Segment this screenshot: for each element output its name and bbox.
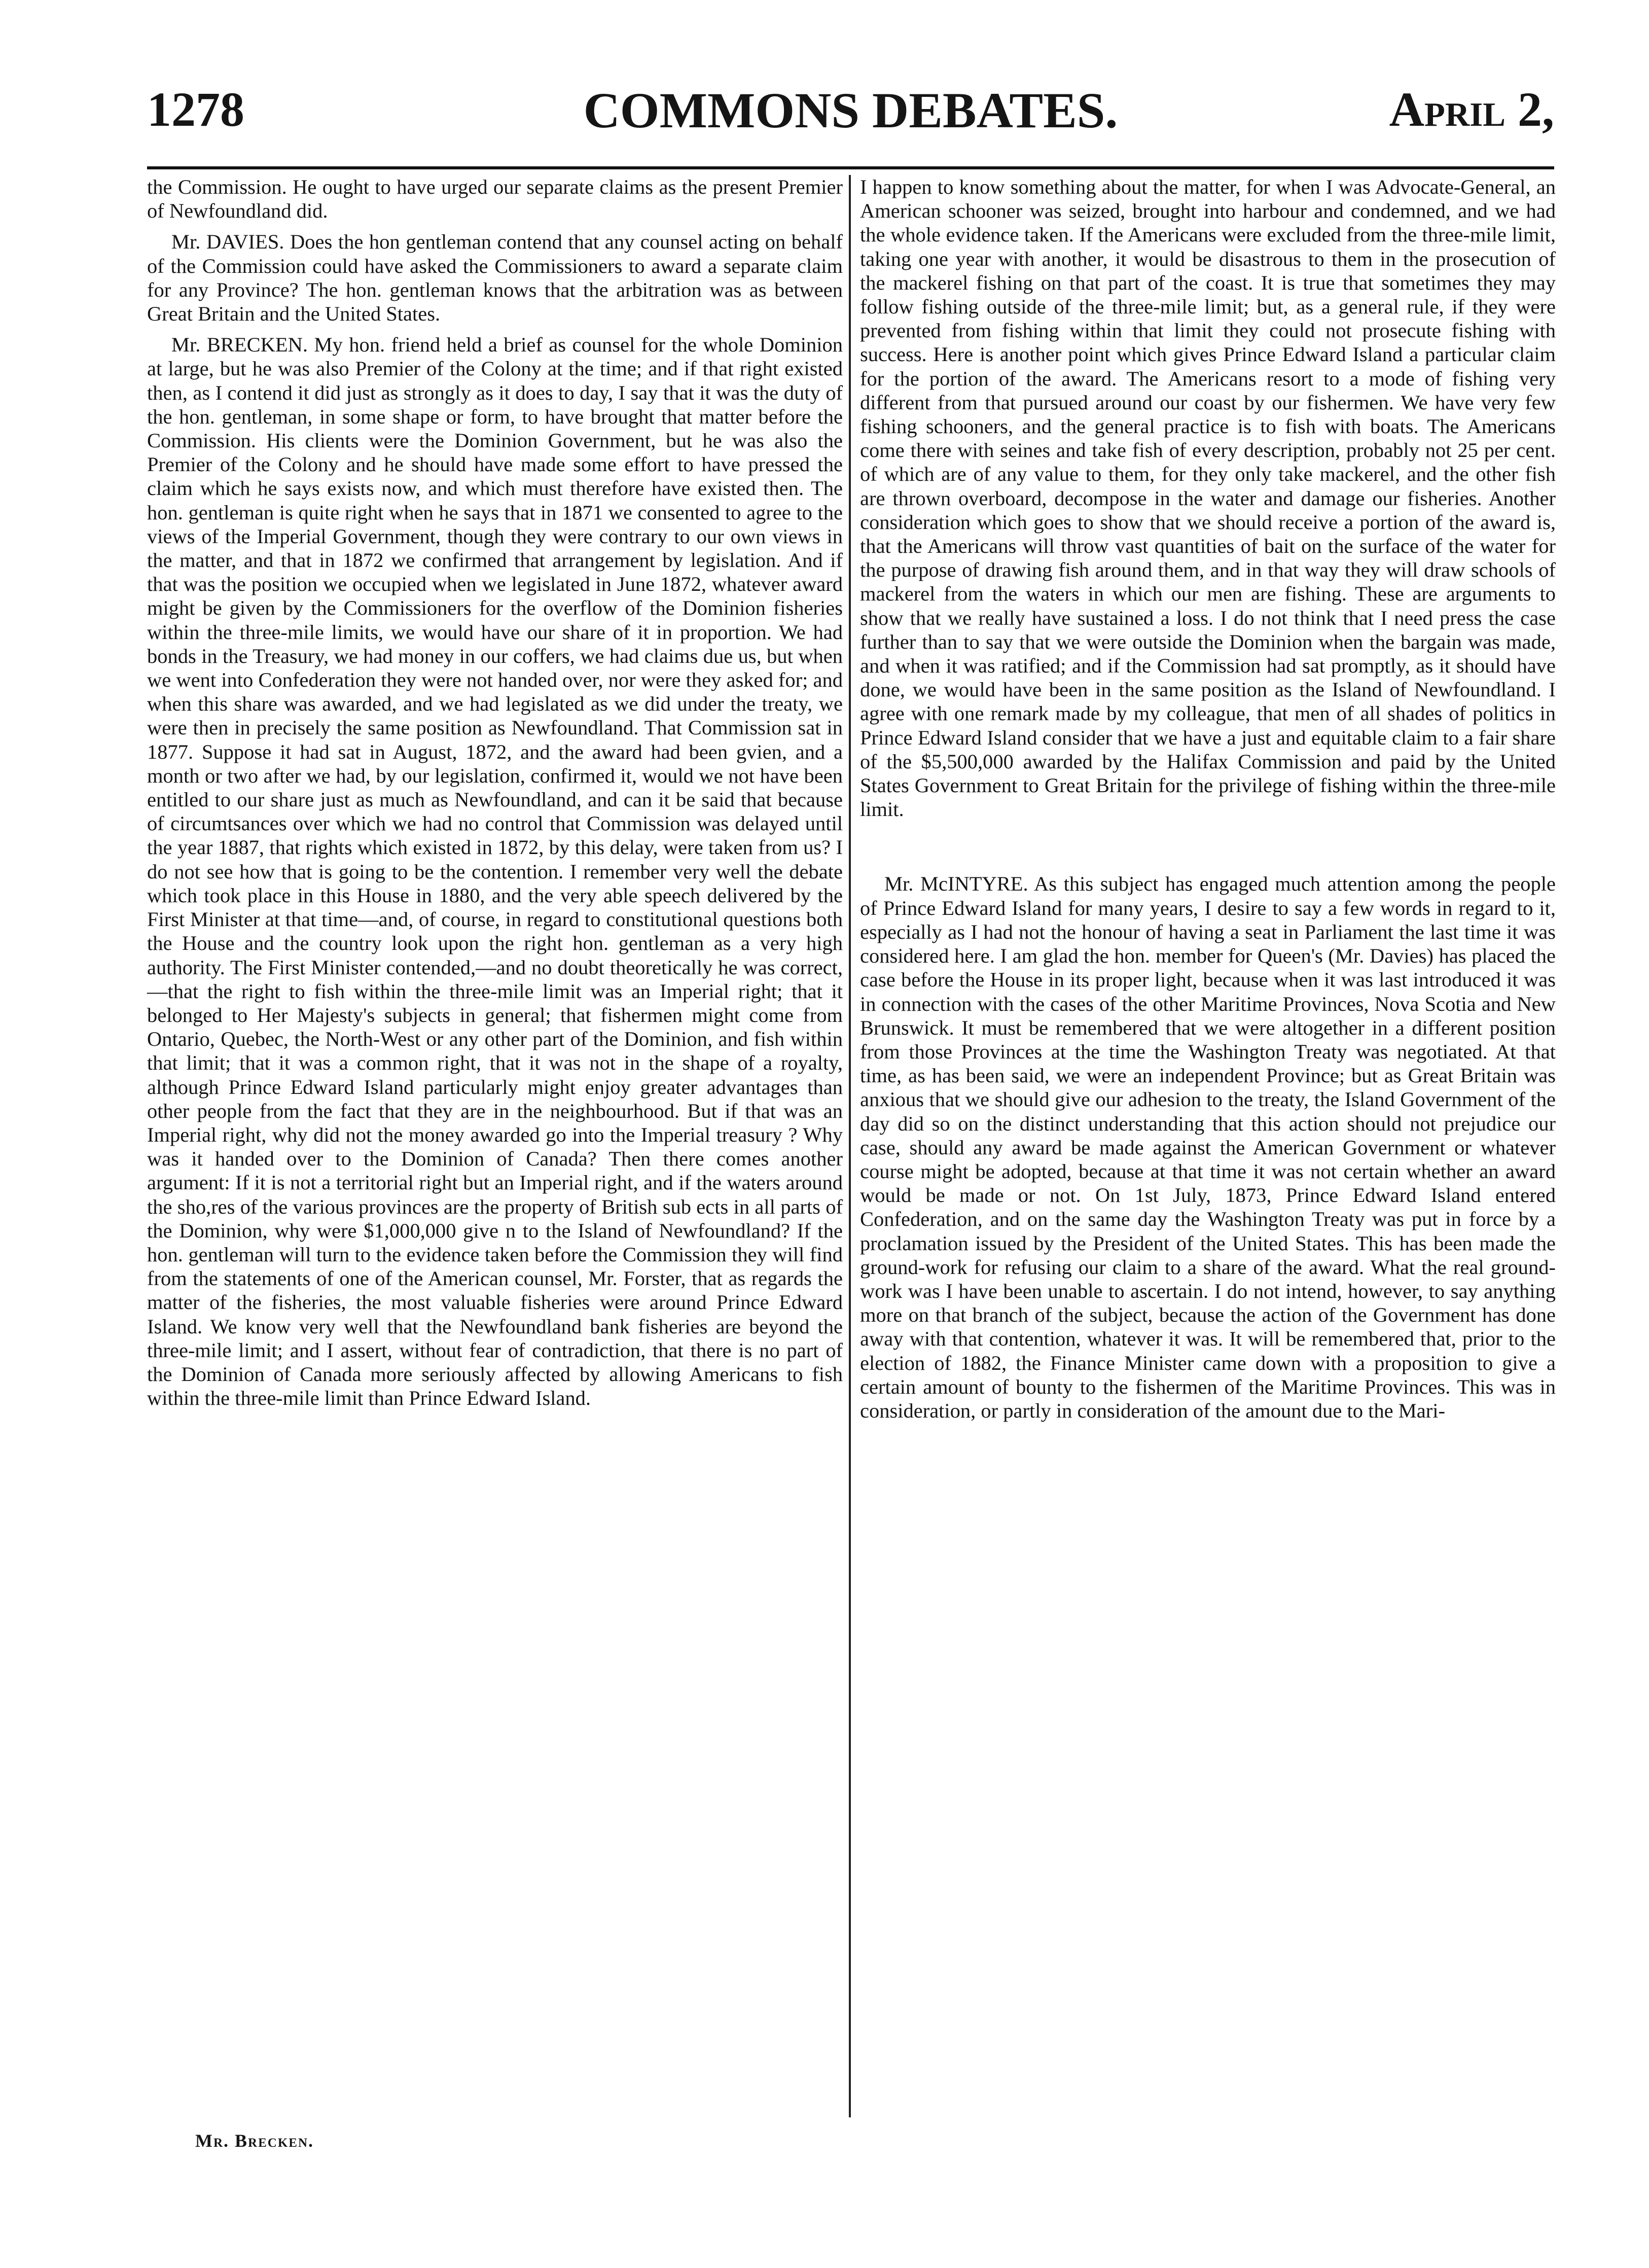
paragraph: I happen to know something about the matter, for when I was Advocate-General, an American schooner was seized, brought into harbour and condemned, and we had the whole evidence taken. If the Americans were excluded from the three-mile limit, taking one year with another, it would be disastrous to them in the prosecution of the mackerel fishing on that part of the coast. It is true that sometimes they may follow fishing outside of the three-mile limit; but, as a general rule, if they were prevented from fishing within that limit they could not prosecute fishing with success. Here is another point which gives Prince Edward Island a particular claim for the portion of the award. The Americans resort to a mode of fishing very different from that pursued around our coast by our fishermen. We have very few fishing schooners, and the general practice is to fish with boats. The Americans come there with seines and take fish of every description, probably not 25 per cent. of which are of any value to them, for they only take mackerel, and the other fish are thrown overboard, decompose in the water and damage our fisheries. Another consideration which goes to show that we should receive a portion of the award is, that the Americans will throw vast quantities of bait on the surface of the water for the purpose of drawing fish around them, and in that way they will draw schools of mackerel from the waters in which our men are fishing. These are arguments to show that we really have sustained a loss. I do not think that I need press the case further than to say that we were outside the Dominion when the bargain was made, and when it was ratified; and if the Commission had sat promptly, as it should have done, we would have been in the same position as the Island of Newfoundland. I agree with one remark made by my colleague, that men of all shades of politics in Prince Edward Island consider that we have a just and equitable claim to a fair share of the $5,500,000 awarded by the Halifax Commission and paid by the United States Government to Great Britain for the privilege of fishing within the three-mile limit. [860,175,1556,821]
paragraph: Mr. DAVIES. Does the hon gentleman contend that any counsel acting on behalf of the Commission could have asked the Commissioners to award a separate claim for any Province? The hon. gentleman knows that the arbitration was as between Great Britain and the United States. [147,230,843,326]
footer-speaker-name: Mr. Brecken. [195,2131,314,2151]
right-column [860,175,1556,2143]
journal-title: COMMONS DEBATES. [583,82,1118,138]
left-column [147,175,843,2143]
column-divider [849,175,851,2117]
paragraph: the Commission. He ought to have urged our separate claims as the present Premier of Newfoundland did. [147,175,843,223]
page-number: 1278 [147,82,244,136]
page-header [147,81,1554,157]
header-rule [147,166,1554,169]
header-date: April 2, [1389,82,1554,136]
paragraph: Mr. McINTYRE. As this subject has engaged much attention among the people of Prince Edward Island for many years, I desire to say a few words in regard to it, especially as I had not the honour of having a seat in Parliament the last time it was considered here. I am glad the hon. member for Queen's (Mr. Davies) has placed the case before the House in its proper light, because when it was last introduced it was in connection with the cases of the other Maritime Provinces, Nova Scotia and New Brunswick. It must be remembered that we were altogether in a different position from those Provinces at the time the Washington Treaty was negotiated. At that time, as has been said, we were an independent Province; but as Great Britain was anxious that we should give our adhesion to the treaty, the Island Government of the day did so on the distinct understanding that this action should not prejudice our case, should any award be made against the American Government or whatever course might be adopted, because at that time it was not certain whether an award would be made or not. On 1st July, 1873, Prince Edward Island entered Confederation, and on the same day the Washington Treaty was put in force by a proclamation issued by the President of the United States. This has been made the ground-work for refusing our claim to a share of the award. What the real ground-work was I have been unable to ascertain. I do not intend, however, to say anything more on that branch of the subject, because the action of the Government has done away with that contention, whatever it was. It will be remembered that, prior to the election of 1882, the Finance Minister came down with a proposition to give a certain amount of bounty to the fishermen of the Maritime Provinces. This was in consideration, or partly in consideration of the amount due to the Mari- [860,872,1556,1422]
paragraph: Mr. BRECKEN. My hon. friend held a brief as counsel for the whole Dominion at large, but he was also Premier of the Colony at the time; and if that right existed then, as I contend it did just as strongly as it does to day, I say that it was the duty of the hon. gentleman, in some shape or form, to have brought that matter before the Commission. His clients were the Dominion Government, but he was also the Premier of the Colony and he should have made some effort to have pressed the claim which he says exists now, and which must therefore have existed then. The hon. gentleman is quite right when he says that in 1871 we consented to agree to the views of the Imperial Government, though they were contrary to our own views in the matter, and that in 1872 we confirmed that arrangement by legislation. And if that was the position we occupied when we legislated in June 1872, whatever award might be given by the Commissioners for the overflow of the Dominion fisheries within the three-mile limits, we would have our share of it in proportion. We had bonds in the Treasury, we had money in our coffers, we had claims due us, but when we went into Confederation they were not handed over, nor were they asked for; and when this share was awarded, and we had legislated as we did under the treaty, we were then in precisely the same position as Newfoundland. That Commission sat in 1877. Suppose it had sat in August, 1872, and the award had been gvien, and a month or two after we had, by our legislation, confirmed it, would we not have been entitled to our share just as much as Newfoundland, and can it be said that because of circumtsances over which we had no control that Commission was delayed until the year 1887, that rights which existed in 1872, by this delay, were taken from us? I do not see how that is going to be the contention. I remember very well the debate which took place in this House in 1880, and the very able speech delivered by the First Minister at that time—and, of course, in regard to constitutional questions both the House and the country look upon the right hon. gentleman as a very high authority. The First Minister contended,—and no doubt theoretically he was correct,—that the right to fish within the three-mile limit was an Imperial right; that it belonged to Her Majesty's subjects in general; that fishermen might come from Ontario, Quebec, the North-West or any other part of the Dominion, and fish within that limit; that it was a common right, that it was not in the shape of a royalty, although Prince Edward Island particularly might enjoy greater advantages than other people from the fact that they are in the neighbourhood. But if that was an Imperial right, why did not the money awarded go into the Imperial treasury ? Why was it handed over to the Dominion of Canada? Then there comes another argument: If it is not a territorial right but an Imperial right, and if the waters around the sho,res of the various provinces are the property of British sub ects in all parts of the Dominion, why were $1,000,000 give n to the Island of Newfoundland? If the hon. gentleman will turn to the evidence taken before the Commission they will find from the statements of one of the American counsel, Mr. Forster, that as regards the matter of the fisheries, the most valuable fisheries were around Prince Edward Island. We know very well that the Newfoundland bank fisheries are beyond the three-mile limit; and I assert, without fear of contradiction, that there is no part of the Dominion of Canada more seriously affected by allowing Americans to fish within the three-mile limit than Prince Edward Island. [147,333,843,1410]
